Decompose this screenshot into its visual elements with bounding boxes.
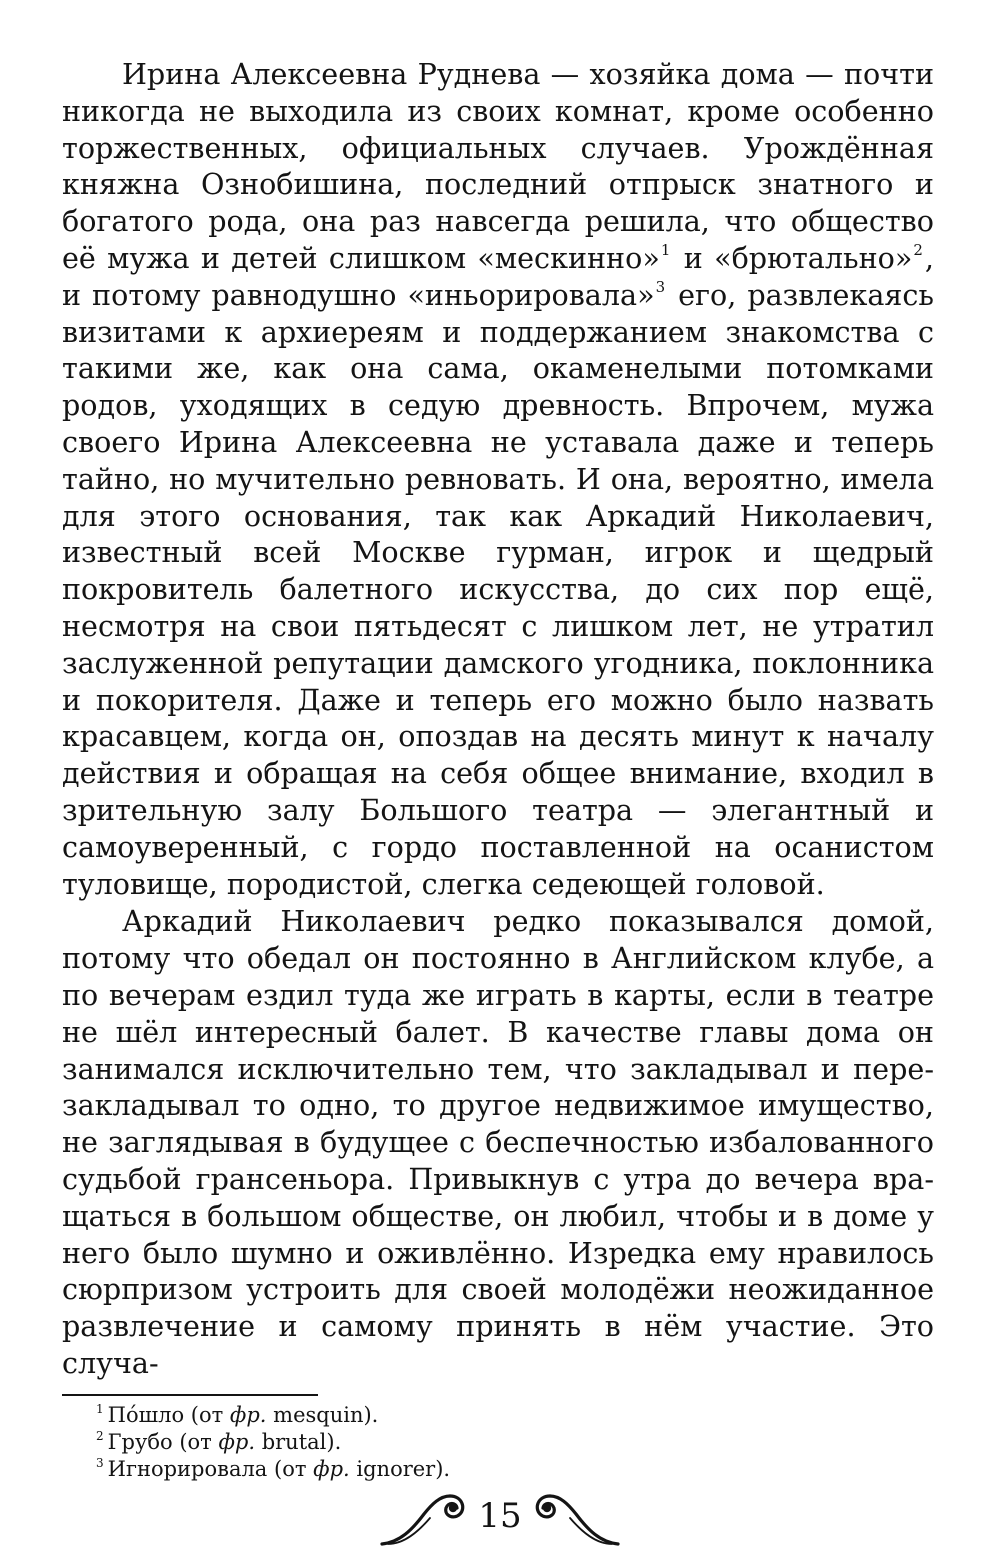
footnote-word: По́шло [107, 1403, 185, 1427]
footnote-language: фр. [218, 1430, 256, 1454]
footnotes [96, 1402, 934, 1483]
footnote-foreign-word: brutal). [255, 1430, 342, 1454]
footnote-3 [96, 1456, 934, 1483]
paragraph-2: Аркадий Николаевич редко показывался домой, потому что обедал он постоянно в Английском клубе, а по вечерам ездил туда же играть в карты, если в театре не шёл интересный балет. В качестве главы дома он занимался исключительно тем, что закладывал и перезакладывал то одно, то другое недвижимое имущество, не заглядывая в будущее с беспечностью избалованного судьбой грансеньора. Привыкнув с утра до вечера вращаться в большом обществе, он любил, чтобы и в доме у него было шумно и оживлённо. Изредка ему нравилось сюрпризом устроить для своей молодёжи неожиданное развлечение и самому принять в нём участие. Это случа- [62, 904, 934, 1380]
paragraph-1-text-a: Ирина Алексеевна Руднева — хозяйка дома — почти никогда не выходила из своих комнат, кроме особенно торжественных, официальных случаев. Урождённая княжна Ознобишина, последний отпрыск знатного и богатого рода, она раз навсегда решила, что общество её мужа и детей слишком «мескинно» [62, 57, 934, 275]
footnote-word: Игнорировала [107, 1457, 268, 1481]
footnote-divider [62, 1394, 318, 1396]
footnote-2 [96, 1429, 934, 1456]
footnote-marker: 2 [96, 1429, 104, 1443]
footnote-language: фр. [313, 1457, 350, 1481]
footnote-source-open: (от [184, 1403, 230, 1427]
footnote-ref-1: 1 [660, 240, 671, 259]
footnote-ref-2: 2 [913, 240, 923, 259]
flourish-left-icon [378, 1486, 470, 1550]
footnote-language: фр. [229, 1403, 267, 1427]
footnote-foreign-word: mesquin). [266, 1403, 379, 1427]
paragraph-1-text-d: его, развлекаясь визитами к архиереям и поддержанием знакомства с такими же, как она сама, окаменелыми потомками родов, уходящих в седую древность. Впрочем, мужа своего Ирина Алексеевна не уставала даже и теперь тайно, но мучительно ревновать. И она, вероятно, имела для этого основания, так как Аркадий Николаевич, известный всей Москве гурман, игрок и щедрый покровитель балетного искусства, до сих пор ещё, несмотря на свои пятьдесят с лишком лет, не утратил заслуженной репутации дамского угодника, поклонника и покорителя. Даже и теперь его можно было назвать красавцем, когда он, опоздав на десять минут к началу действия и обращая на себя общее внимание, входил в зрительную залу Большого театра — элегантный и самоуверенный, с гордо поставленной на осанистом туловище, породистой, слегка седеющей головой. [62, 277, 935, 901]
footnote-foreign-word: ignorer). [349, 1457, 451, 1481]
paragraph-1 [62, 56, 934, 902]
footnote-marker: 1 [96, 1402, 104, 1416]
flourish-right-icon [530, 1486, 622, 1550]
paragraph-1-text-b: и «брютально» [672, 240, 913, 275]
paragraph-1-text-c: , и потому равнодушно «иньорировала» [62, 240, 934, 312]
footnote-source-open: (от [267, 1457, 314, 1481]
footnote-source-open: (от [172, 1430, 219, 1454]
footnote-ref-3: 3 [655, 277, 666, 296]
page-body [62, 56, 934, 1382]
footnote-1 [96, 1402, 934, 1429]
footnote-marker: 3 [96, 1456, 104, 1470]
footnote-word: Грубо [107, 1430, 173, 1454]
page-footer [0, 1486, 1000, 1556]
page-number: 15 [478, 1496, 522, 1536]
